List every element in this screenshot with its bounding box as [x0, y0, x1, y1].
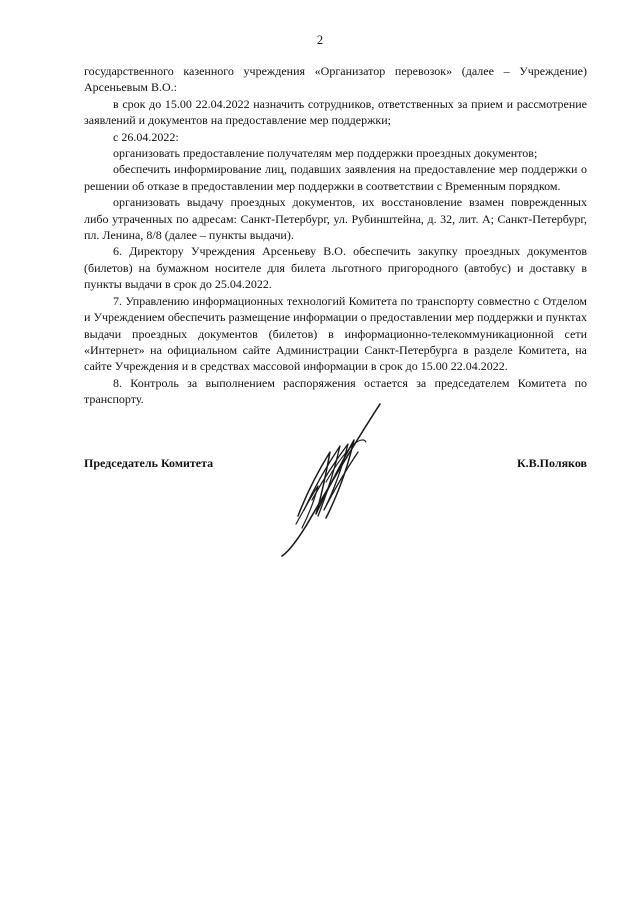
document-body	[84, 63, 587, 408]
signer-name: К.В.Поляков	[516, 456, 587, 470]
paragraph-inform-applicants: обеспечить информирование лиц, подавших заявления на предоставление мер поддержки о решении об отказе в предоставлении мер поддержки в соответствии с Временным порядком.	[84, 162, 587, 193]
page-number: 2	[316, 33, 324, 47]
handwritten-signature	[268, 398, 390, 558]
paragraph-institution: государственного казенного учреждения «Организатор перевозок» (далее – Учреждение) Арсеньевым В.О.:	[84, 64, 587, 95]
paragraph-appoint-staff: в срок до 15.00 22.04.2022 назначить сотрудников, ответственных за прием и рассмотрение заявлений и документов на предоставление мер поддержки;	[84, 96, 587, 128]
paragraph-item-7: 7. Управлению информационных технологий Комитета по транспорту совместно с Отделом и Учреждением обеспечить размещение информации о предоставлении мер поддержки и пунктах выдачи проездных документов (билетов) в информационно-телекоммуникационной сети «Интернет» на официальном сайте Администрации Санкт-Петербурга в разделе Комитета, на сайте Учреждения и в средствах массовой информации в срок до 15.00 22.04.2022.	[84, 293, 587, 374]
paragraph-organize-provision: организовать предоставление получателям мер поддержки проездных документов;	[113, 146, 538, 161]
paragraph-issue-points: организовать выдачу проездных документов, их восстановление взамен поврежденных либо утраченных по адресам: Санкт-Петербург, ул. Рубинштейна, д. 32, лит. А; Санкт-Петербург, пл. Ленина, 8/8 (далее – пункты выдачи).	[84, 195, 587, 243]
paragraph-from-date: с 26.04.2022:	[113, 129, 179, 144]
paragraph-item-6: 6. Директору Учреждения Арсеньеву В.О. обеспечить закупку проездных документов (билетов) на бумажном носителе для билета льготного пригородного (автобус) и доставку в пункты выдачи в срок до 25.04.2022.	[84, 244, 587, 292]
paragraph-item-8: 8. Контроль за выполнением распоряжения остается за председателем Комитета по транспорту.	[84, 375, 587, 407]
signer-position: Председатель Комитета	[84, 456, 214, 470]
